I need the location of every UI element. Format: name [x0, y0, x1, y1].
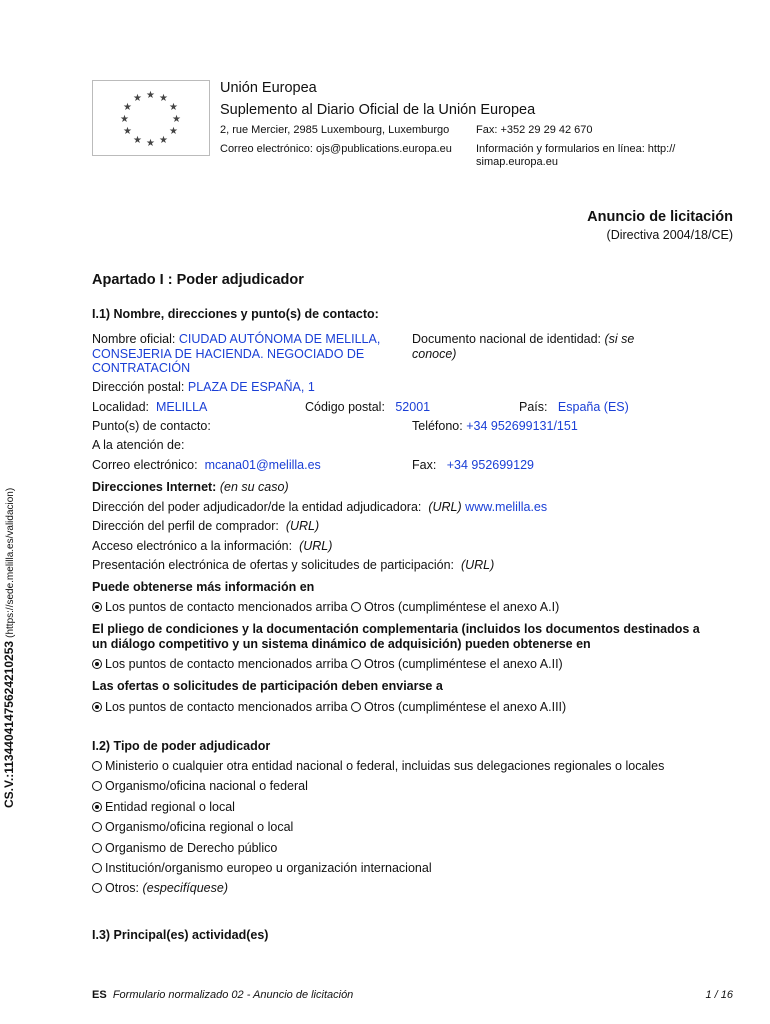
- official-name-label: Nombre oficial:: [92, 332, 176, 346]
- s3-heading: I.3) Principal(es) actividad(es): [92, 928, 269, 942]
- header-org: Unión Europea: [220, 80, 317, 96]
- authority-type-label: Ministerio o cualquier otra entidad nacional o federal, incluidas sus delegaciones regionales o locales: [105, 759, 665, 773]
- country-value: España (ES): [557, 400, 629, 414]
- eu-flag-logo: [92, 80, 210, 156]
- validation-code: CS.V.:11344041475624210253: [2, 640, 16, 808]
- attention-label: A la atención de:: [92, 438, 185, 452]
- star-icon: ★: [169, 102, 178, 113]
- authority-type-option: [92, 881, 228, 895]
- footer-lang: ES: [92, 989, 107, 1001]
- star-icon: ★: [133, 135, 142, 146]
- url1-row: [92, 500, 547, 514]
- star-icon: ★: [120, 114, 129, 125]
- pliego-options: [92, 657, 563, 671]
- email-value: mcana01@melilla.es: [204, 458, 321, 472]
- dni-note-l2: conoce): [412, 347, 457, 361]
- authority-type-radio[interactable]: [92, 802, 102, 812]
- authority-type-option: [92, 820, 293, 834]
- phone-label: Teléfono:: [412, 419, 463, 433]
- url1-link[interactable]: www.melilla.es: [465, 500, 548, 514]
- header-info-line1: Información y formularios en línea: http://: [476, 143, 676, 155]
- phone-value: +34 952699131/151: [466, 419, 578, 433]
- star-icon: ★: [146, 138, 155, 149]
- dni-note-l1: (si se: [604, 332, 635, 346]
- section-title: Apartado I : Poder adjudicador: [92, 272, 304, 288]
- header-address: 2, rue Mercier, 2985 Luxembourg, Luxemburgo: [220, 124, 450, 136]
- pliego-heading-l2: un diálogo competitivo y un sistema dinámico de adquisición) pueden obtenerse en: [92, 637, 591, 651]
- star-icon: ★: [169, 126, 178, 137]
- more-info-options: [92, 600, 559, 614]
- ofertas-opt1: Los puntos de contacto mencionados arriba: [105, 700, 348, 714]
- authority-type-label: Organismo de Derecho público: [105, 841, 278, 855]
- pliego-heading-l1: El pliego de condiciones y la documentación complementaria (incluidos los documentos destinados a: [92, 622, 700, 636]
- validation-url: (https://sede.melilla.es/validacion): [5, 487, 16, 638]
- star-icon: ★: [133, 93, 142, 104]
- authority-type-option: [92, 861, 432, 875]
- authority-type-radio[interactable]: [92, 822, 102, 832]
- star-icon: ★: [146, 90, 155, 101]
- official-name-value-l1: CIUDAD AUTÓNOMA DE MELILLA,: [178, 332, 381, 346]
- url4-note: (URL): [460, 558, 495, 572]
- locality-label: Localidad:: [92, 400, 149, 414]
- star-icon: ★: [159, 93, 168, 104]
- authority-type-radio[interactable]: [92, 863, 102, 873]
- url2-note: (URL): [285, 519, 320, 533]
- s1-heading: I.1) Nombre, direcciones y punto(s) de contacto:: [92, 307, 379, 321]
- internet-heading: Direcciones Internet:: [92, 480, 217, 494]
- authority-type-label: Organismo/oficina nacional o federal: [105, 779, 308, 793]
- email-label: Correo electrónico:: [92, 458, 198, 472]
- official-name-value-l2: CONSEJERIA DE HACIENDA. NEGOCIADO DE: [92, 347, 365, 361]
- locality-row: [92, 400, 207, 414]
- header-email: Correo electrónico: ojs@publications.europa.eu: [220, 143, 452, 155]
- more-info-opt1: Los puntos de contacto mencionados arriba: [105, 600, 348, 614]
- url4-row: [92, 558, 494, 572]
- dni-label: Documento nacional de identidad:: [412, 332, 602, 346]
- authority-type-label: Otros:: [105, 881, 140, 895]
- star-icon: ★: [123, 126, 132, 137]
- more-info-heading: Puede obtenerse más información en: [92, 580, 315, 594]
- authority-type-option: [92, 759, 664, 773]
- fax-value: +34 952699129: [446, 458, 534, 472]
- ofertas-radio-other[interactable]: [351, 702, 361, 712]
- more-info-radio-other[interactable]: [351, 602, 361, 612]
- postal-value: PLAZA DE ESPAÑA, 1: [187, 380, 315, 394]
- authority-type-option: [92, 779, 308, 793]
- url3-label: Acceso electrónico a la información:: [92, 539, 293, 553]
- authority-type-label: Institución/organismo europeo u organización internacional: [105, 861, 432, 875]
- locality-value: MELILLA: [155, 400, 208, 414]
- star-icon: ★: [159, 135, 168, 146]
- authority-type-radio[interactable]: [92, 781, 102, 791]
- ofertas-opt2: Otros (cumpliméntese el anexo A.III): [364, 700, 567, 714]
- pliego-opt1: Los puntos de contacto mencionados arriba: [105, 657, 348, 671]
- star-icon: ★: [123, 102, 132, 113]
- header-supplement: Suplemento al Diario Oficial de la Unión Europea: [220, 102, 536, 118]
- ofertas-heading: Las ofertas o solicitudes de participación deben enviarse a: [92, 679, 443, 693]
- phone-row: [412, 419, 578, 433]
- fax-label: Fax:: [412, 458, 437, 472]
- url2-label: Dirección del perfil de comprador:: [92, 519, 279, 533]
- header-info-line2: simap.europa.eu: [476, 156, 558, 168]
- more-info-opt2: Otros (cumpliméntese el anexo A.I): [364, 600, 560, 614]
- pliego-opt2: Otros (cumpliméntese el anexo A.II): [364, 657, 563, 671]
- country-row: [519, 400, 629, 414]
- url1-label: Dirección del poder adjudicador/de la entidad adjudicadora:: [92, 500, 422, 514]
- internet-note: (en su caso): [219, 480, 289, 494]
- authority-type-radio[interactable]: [92, 883, 102, 893]
- postcode-label: Código postal:: [305, 400, 385, 414]
- official-name-value-l3: CONTRATACIÓN: [92, 361, 191, 375]
- validation-code-sidebar: [2, 487, 18, 808]
- pliego-radio-other[interactable]: [351, 659, 361, 669]
- internet-row: [92, 480, 289, 494]
- url4-label: Presentación electrónica de ofertas y solicitudes de participación:: [92, 558, 455, 572]
- postcode-row: [305, 400, 430, 414]
- postal-label: Dirección postal:: [92, 380, 185, 394]
- email-row: [92, 458, 321, 472]
- footer-page: 1 / 16: [705, 989, 733, 1001]
- url3-note: (URL): [299, 539, 333, 553]
- authority-type-radio[interactable]: [92, 843, 102, 853]
- country-label: País:: [519, 400, 548, 414]
- more-info-radio-contact[interactable]: [92, 602, 102, 612]
- url3-row: [92, 539, 332, 553]
- notice-title: Anuncio de licitación: [587, 209, 733, 225]
- postcode-value: 52001: [395, 400, 431, 414]
- footer-left: [92, 989, 353, 1001]
- dni-row: [412, 332, 634, 346]
- authority-type-other-note: (especifíquese): [142, 881, 228, 895]
- fax-row: [412, 458, 534, 472]
- notice-directive: (Directiva 2004/18/CE): [606, 228, 733, 242]
- authority-type-radio[interactable]: [92, 761, 102, 771]
- authority-type-option: [92, 841, 277, 855]
- ofertas-radio-contact[interactable]: [92, 702, 102, 712]
- authority-type-label: Entidad regional o local: [105, 800, 235, 814]
- footer-form: Formulario normalizado 02 - Anuncio de licitación: [112, 989, 354, 1001]
- url2-row: [92, 519, 319, 533]
- authority-type-option: [92, 800, 235, 814]
- postal-row: [92, 380, 315, 394]
- pliego-radio-contact[interactable]: [92, 659, 102, 669]
- s2-heading: I.2) Tipo de poder adjudicador: [92, 739, 271, 753]
- contact-label: Punto(s) de contacto:: [92, 419, 211, 433]
- official-name-row: [92, 332, 380, 346]
- star-icon: ★: [172, 114, 181, 125]
- url1-note: (URL): [428, 500, 462, 514]
- ofertas-options: [92, 700, 566, 714]
- authority-type-label: Organismo/oficina regional o local: [105, 820, 294, 834]
- header-fax: Fax: +352 29 29 42 670: [476, 124, 593, 136]
